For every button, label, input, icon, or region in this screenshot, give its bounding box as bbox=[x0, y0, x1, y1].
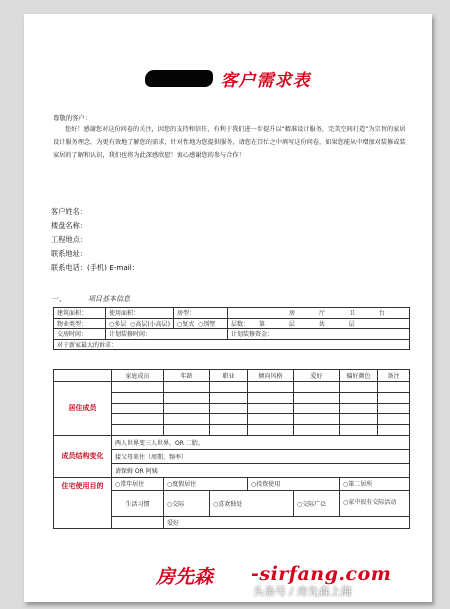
hobby-cell: 爱好 bbox=[164, 516, 410, 528]
table-row bbox=[54, 318, 410, 329]
field-customer-name: 客户姓名： bbox=[51, 207, 87, 216]
structure-label: 成员结构变化 bbox=[54, 435, 112, 477]
brand-url: -sirfang.com bbox=[251, 563, 392, 585]
field-phone-email: 联系电话：(手机) E-mail： bbox=[51, 263, 139, 272]
greeting: 尊敬的客户： bbox=[53, 114, 92, 122]
header-remark: 备注 bbox=[378, 370, 410, 382]
table-row bbox=[54, 308, 410, 319]
habit-wide-social: ○交际广泛 bbox=[294, 490, 340, 516]
field-address: 联系地址： bbox=[51, 249, 87, 258]
section-heading bbox=[52, 294, 130, 304]
header-style: 倾向风格 bbox=[248, 370, 294, 382]
usage-option-2: ○投资使用 bbox=[248, 477, 340, 490]
table-row bbox=[54, 339, 410, 350]
cell-handover-time: 交房时间： bbox=[54, 329, 106, 340]
cell-building-area: 建筑面积： bbox=[54, 308, 106, 319]
cell-options-2: ○复式 ○别墅 bbox=[174, 318, 228, 329]
section-number: 一、 bbox=[52, 295, 66, 303]
residents-label: 居住成员 bbox=[54, 382, 112, 436]
header-color: 偏好颜色 bbox=[340, 370, 378, 382]
cell-usable-area: 使用面积： bbox=[106, 308, 174, 319]
table-row bbox=[54, 329, 410, 340]
cell-options: ○多层 ○高层(小高层) bbox=[106, 318, 174, 329]
header-job: 职业 bbox=[210, 370, 248, 382]
usage-first: ○常年居住 bbox=[112, 477, 164, 490]
usage-option-1: ○度假居住 bbox=[164, 477, 248, 490]
document-page bbox=[24, 14, 432, 602]
table-row bbox=[54, 435, 410, 449]
cell-floors: 层数： 第 层 共 层 bbox=[228, 318, 410, 329]
redacted-company-name bbox=[145, 70, 213, 87]
intro-paragraph: 您好！感谢您对这份问卷的关注，因您的支持和信任，有利于我们进一步提升以“精准设计服务，完美空间打造”为宗旨的家居设计服务理念。为更有效地了解您的需求，针对性地为您提供服务，请您在百忙之中填写这份问卷，如果您能从中增加对装修或装家居的了解和认识，我们也将为此深感欣慰！衷心感谢您的参与合作！ bbox=[53, 126, 406, 159]
field-site: 工程地点： bbox=[51, 235, 87, 244]
structure-option-1: 两人世界变三人世界，OR 二胎。 bbox=[112, 435, 410, 449]
table-row bbox=[54, 382, 410, 393]
cell-room-layout: 房 厅 卫 台 bbox=[228, 308, 410, 319]
cell-plan-budget: 计划装修资金： bbox=[228, 329, 410, 340]
cell-property-type: 物业类型： bbox=[54, 318, 106, 329]
habit-social: ○交际 bbox=[164, 490, 210, 516]
watermark: 头条号 / 房先森上海 bbox=[253, 585, 352, 598]
title-block bbox=[24, 66, 432, 91]
family-table bbox=[53, 369, 410, 529]
basic-info-table bbox=[53, 307, 410, 350]
header-age: 年龄 bbox=[164, 370, 210, 382]
page-title: 客户需求表 bbox=[220, 71, 311, 91]
habit-home-activities: ○家中很有交际活动 bbox=[340, 490, 410, 516]
header-blank bbox=[54, 370, 112, 382]
table-row bbox=[54, 477, 410, 490]
habits-label: 生活习惯 bbox=[112, 490, 164, 516]
cell-room-type: 房型： bbox=[174, 308, 228, 319]
structure-option-3: 请保姆 OR 阿姨 bbox=[112, 463, 410, 477]
field-building-name: 楼盘名称： bbox=[51, 221, 87, 230]
usage-option-3: ○第二居所 bbox=[340, 477, 410, 490]
habit-alone: ○喜欢独处 bbox=[210, 490, 294, 516]
cell-plan-time: 计划装修时间： bbox=[106, 329, 228, 340]
brand-logo-text: 房先森 bbox=[156, 566, 214, 588]
table-header-row bbox=[54, 370, 410, 382]
header-member: 家庭成员 bbox=[112, 370, 164, 382]
cell-biggest-wish: 对于新家最大的诉求： bbox=[54, 339, 410, 350]
section-title: 项目基本信息 bbox=[88, 295, 130, 303]
structure-option-2: 接父母来住（周期、频率） bbox=[112, 449, 410, 463]
header-hobby: 爱好 bbox=[294, 370, 340, 382]
usage-label: 住宅使用目的 bbox=[54, 477, 112, 528]
